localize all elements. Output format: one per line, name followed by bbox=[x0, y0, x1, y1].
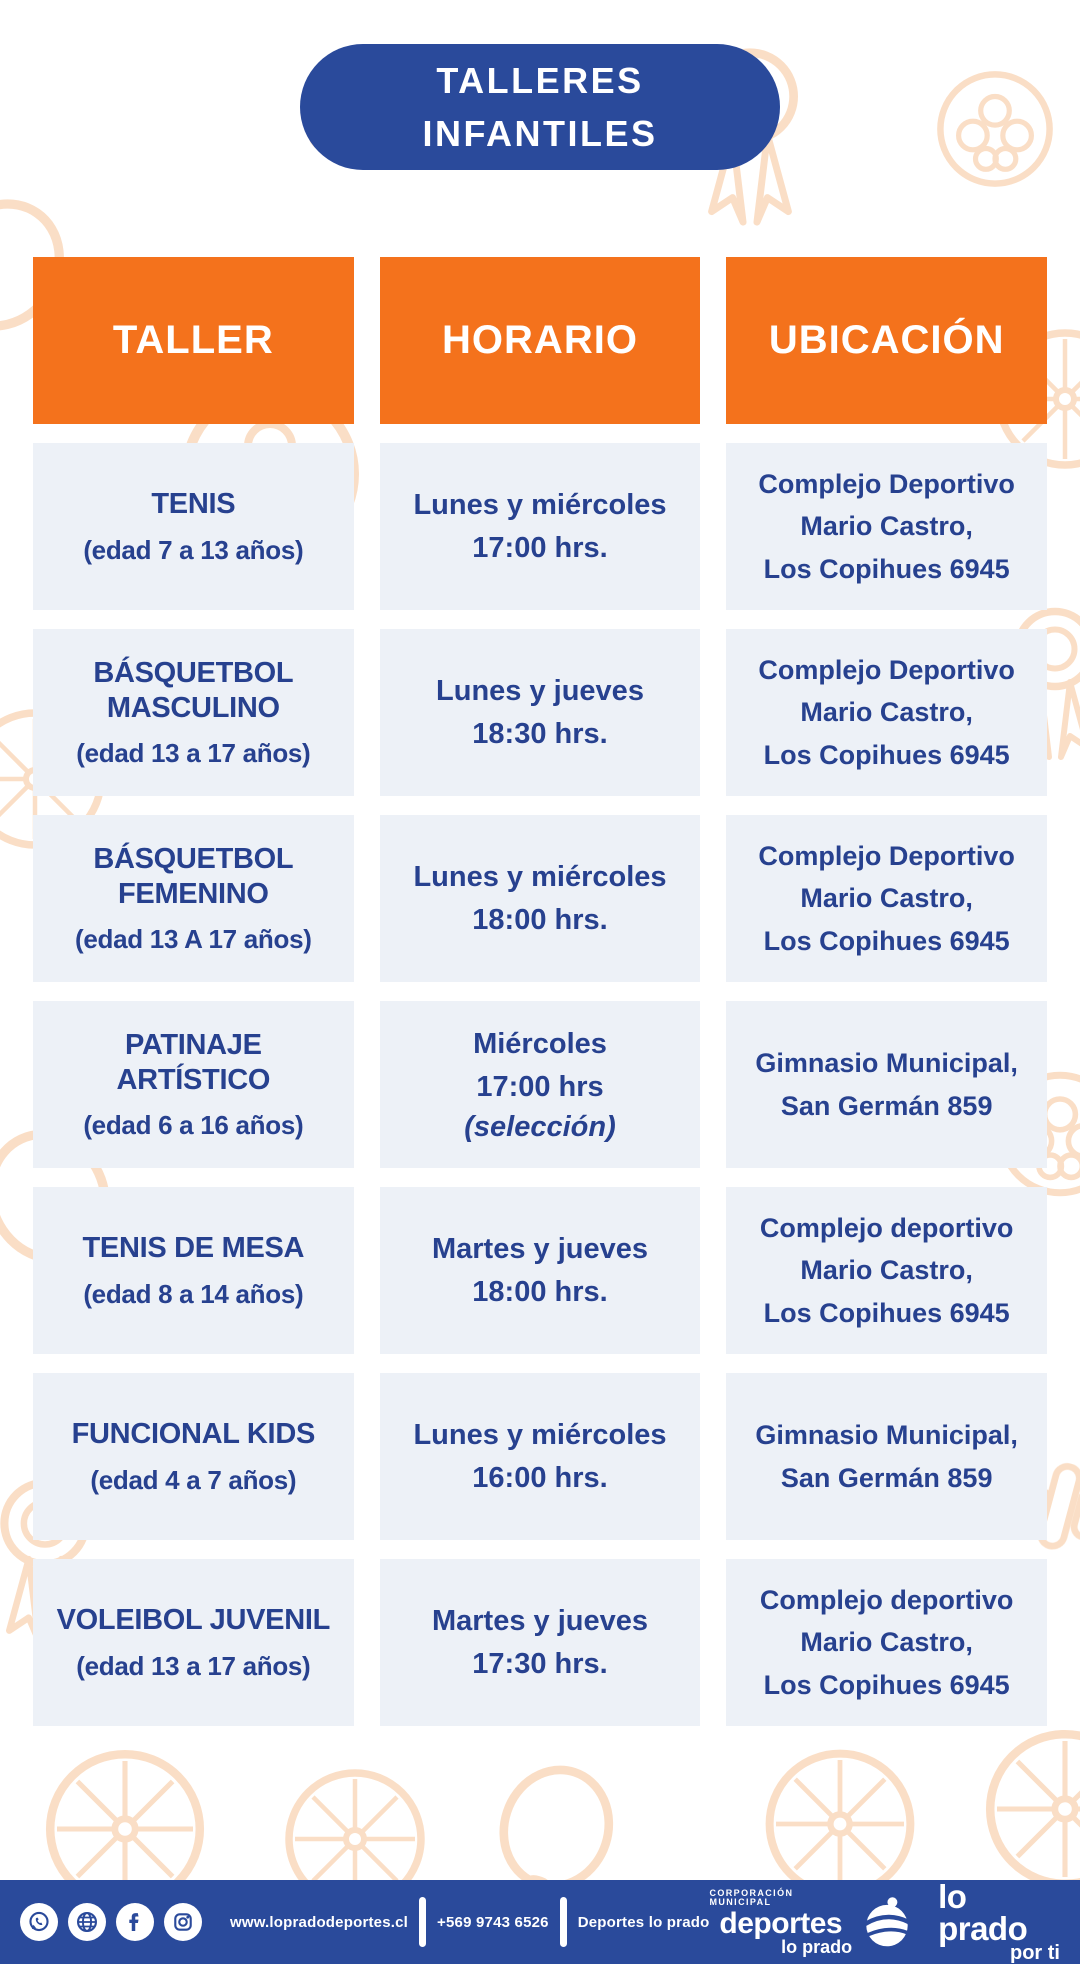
horario-line: 18:00 hrs. bbox=[472, 903, 608, 936]
website-link[interactable]: www.lopradodeportes.cl bbox=[230, 1913, 409, 1931]
schedule-table bbox=[33, 257, 1047, 1726]
taller-cell bbox=[33, 1559, 354, 1726]
deportes-lo-prado-logo bbox=[709, 1889, 914, 1956]
table-row bbox=[33, 1001, 1047, 1168]
taller-name-line: BÁSQUETBOL bbox=[93, 842, 294, 875]
horario-cell bbox=[380, 1187, 701, 1354]
ubicacion-cell bbox=[726, 443, 1047, 610]
footer-bar bbox=[0, 1880, 1080, 1964]
logo-lo-prado-label: lo prado bbox=[781, 1936, 853, 1957]
taller-name bbox=[93, 842, 293, 912]
ubicacion-cell bbox=[726, 1559, 1047, 1726]
ubicacion-line: Complejo Deportivo bbox=[758, 840, 1015, 871]
lo-prado-por-ti-wordmark bbox=[938, 1878, 1060, 1964]
horario-line: Martes y jueves bbox=[431, 1604, 648, 1637]
ubicacion-line: Mario Castro, bbox=[800, 883, 973, 914]
title-pill bbox=[300, 44, 780, 170]
ubicacion-cell bbox=[726, 1001, 1047, 1168]
whatsapp-icon[interactable] bbox=[20, 1903, 58, 1941]
table-row bbox=[33, 443, 1047, 610]
horario-cell bbox=[380, 629, 701, 796]
taller-name-line: BÁSQUETBOL bbox=[93, 656, 294, 689]
ubicacion-cell bbox=[726, 629, 1047, 796]
table-header-row bbox=[33, 257, 1047, 424]
ubicacion-cell bbox=[726, 1187, 1047, 1354]
ubicacion-line: Gimnasio Municipal, bbox=[755, 1047, 1018, 1078]
instagram-icon[interactable] bbox=[164, 1903, 202, 1941]
ubicacion-line: Complejo Deportivo bbox=[758, 654, 1015, 685]
table-body bbox=[33, 443, 1047, 1726]
taller-age: (edad 13 a 17 años) bbox=[76, 1650, 311, 1681]
taller-age: (edad 13 A 17 años) bbox=[75, 924, 312, 955]
taller-name-line: PATINAJE bbox=[124, 1028, 262, 1061]
facebook-icon[interactable] bbox=[116, 1903, 154, 1941]
athlete-ball-icon bbox=[860, 1895, 914, 1949]
footer-divider bbox=[419, 1897, 426, 1947]
social-icons-group bbox=[20, 1903, 202, 1941]
column-header-ubicacion: UBICACIÓN bbox=[726, 257, 1047, 424]
ubicacion-line: San Germán 859 bbox=[780, 1462, 993, 1493]
title-line-2: INFANTILES bbox=[422, 112, 658, 154]
ubicacion-line: Complejo Deportivo bbox=[758, 468, 1015, 499]
horario-line: 18:30 hrs. bbox=[472, 717, 608, 750]
taller-name bbox=[82, 1231, 304, 1266]
taller-name bbox=[151, 487, 235, 522]
ubicacion-line: Los Copihues 6945 bbox=[763, 1297, 1010, 1328]
column-header-horario: HORARIO bbox=[380, 257, 701, 424]
taller-name bbox=[117, 1028, 271, 1098]
horario-line: 18:00 hrs. bbox=[472, 1275, 608, 1308]
horario-cell bbox=[380, 443, 701, 610]
horario-line: Lunes y miércoles bbox=[413, 860, 667, 893]
wordmark-sub: por ti bbox=[1010, 1941, 1060, 1964]
taller-age: (edad 13 a 17 años) bbox=[76, 738, 311, 769]
horario-line: Lunes y miércoles bbox=[413, 488, 667, 521]
horario-line: Martes y jueves bbox=[431, 1232, 648, 1265]
ubicacion-line: Complejo deportivo bbox=[759, 1212, 1014, 1243]
taller-cell bbox=[33, 1373, 354, 1540]
taller-cell bbox=[33, 443, 354, 610]
table-row bbox=[33, 815, 1047, 982]
ubicacion-line: Gimnasio Municipal, bbox=[755, 1419, 1018, 1450]
table-row bbox=[33, 629, 1047, 796]
social-handle: Deportes lo prado bbox=[577, 1913, 710, 1931]
horario-cell bbox=[380, 1373, 701, 1540]
globe-icon[interactable] bbox=[68, 1903, 106, 1941]
logo-text bbox=[709, 1889, 852, 1956]
taller-name-line: FEMENINO bbox=[117, 877, 269, 910]
horario-line: 17:00 hrs. bbox=[472, 531, 608, 564]
taller-name bbox=[93, 656, 293, 726]
taller-cell bbox=[33, 1001, 354, 1168]
logo-corporacion-label: CORPORACIÓN MUNICIPAL bbox=[709, 1887, 794, 1907]
phone-number[interactable]: +569 9743 6526 bbox=[437, 1913, 549, 1931]
taller-cell bbox=[33, 629, 354, 796]
poster bbox=[0, 44, 1080, 1964]
taller-name bbox=[72, 1417, 315, 1452]
ubicacion-line: Mario Castro, bbox=[800, 1255, 973, 1286]
taller-age: (edad 7 a 13 años) bbox=[83, 534, 304, 565]
taller-name-line: TENIS DE MESA bbox=[82, 1232, 305, 1265]
horario-cell bbox=[380, 1559, 701, 1726]
logo-deportes-label: deportes bbox=[719, 1906, 843, 1940]
ubicacion-cell bbox=[726, 1373, 1047, 1540]
horario-line: Lunes y jueves bbox=[436, 674, 644, 707]
taller-name-line: FUNCIONAL KIDS bbox=[71, 1418, 316, 1451]
horario-line: 17:30 hrs. bbox=[472, 1647, 608, 1680]
taller-name-line: TENIS bbox=[151, 488, 236, 521]
taller-name-line: ARTÍSTICO bbox=[116, 1063, 271, 1096]
ubicacion-cell bbox=[726, 815, 1047, 982]
horario-line: 16:00 hrs. bbox=[472, 1461, 608, 1494]
table-row bbox=[33, 1187, 1047, 1354]
table-row bbox=[33, 1373, 1047, 1540]
taller-name-line: MASCULINO bbox=[106, 691, 280, 724]
horario-note: (selección) bbox=[464, 1110, 616, 1143]
taller-cell bbox=[33, 1187, 354, 1354]
taller-cell bbox=[33, 815, 354, 982]
taller-age: (edad 6 a 16 años) bbox=[83, 1110, 304, 1141]
horario-cell bbox=[380, 815, 701, 982]
ubicacion-line: Mario Castro, bbox=[800, 1627, 973, 1658]
ubicacion-line: Complejo deportivo bbox=[759, 1584, 1014, 1615]
ubicacion-line: Mario Castro, bbox=[800, 511, 973, 542]
table-row bbox=[33, 1559, 1047, 1726]
ubicacion-line: Los Copihues 6945 bbox=[763, 925, 1010, 956]
taller-name-line: VOLEIBOL JUVENIL bbox=[56, 1604, 331, 1637]
taller-age: (edad 4 a 7 años) bbox=[90, 1464, 297, 1495]
horario-line: Lunes y miércoles bbox=[413, 1418, 667, 1451]
wordmark-main: lo prado bbox=[938, 1878, 1028, 1947]
ubicacion-line: Mario Castro, bbox=[800, 697, 973, 728]
title-line-1: TALLERES bbox=[436, 59, 644, 101]
horario-line: Miércoles bbox=[473, 1027, 607, 1060]
ubicacion-line: Los Copihues 6945 bbox=[763, 553, 1010, 584]
ubicacion-line: Los Copihues 6945 bbox=[763, 1669, 1010, 1700]
ubicacion-line: San Germán 859 bbox=[780, 1090, 993, 1121]
column-header-taller: TALLER bbox=[33, 257, 354, 424]
taller-age: (edad 8 a 14 años) bbox=[83, 1278, 304, 1309]
ubicacion-line: Los Copihues 6945 bbox=[763, 739, 1010, 770]
horario-cell bbox=[380, 1001, 701, 1168]
horario-line: 17:00 hrs bbox=[476, 1070, 604, 1103]
footer-divider bbox=[560, 1897, 567, 1947]
taller-name bbox=[57, 1603, 330, 1638]
